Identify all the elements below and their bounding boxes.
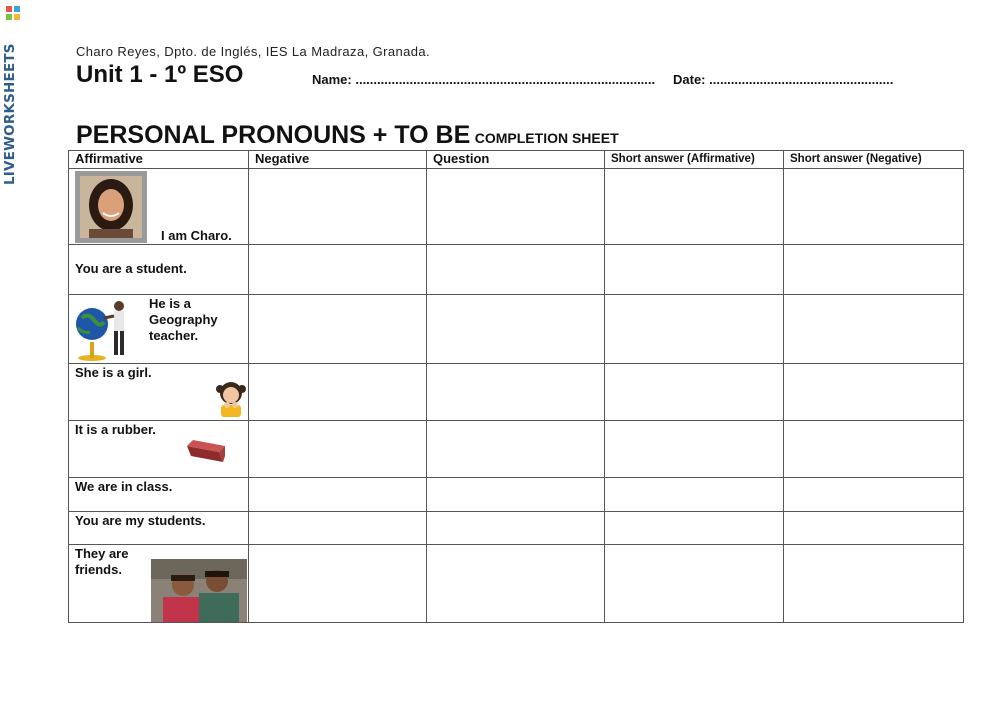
question-answer-cell[interactable] <box>427 169 605 245</box>
short-affirmative-answer-cell[interactable] <box>605 512 784 545</box>
author-line: Charo Reyes, Dpto. de Inglés, IES La Madraza, Granada. <box>76 44 431 59</box>
two-boys-photo <box>151 559 247 622</box>
question-answer-cell[interactable] <box>427 245 605 295</box>
short-negative-answer-cell[interactable] <box>784 169 964 245</box>
woman-portrait-photo <box>75 171 147 243</box>
affirmative-cell <box>69 169 249 245</box>
table-row <box>69 364 964 421</box>
column-header: Negative <box>249 151 427 169</box>
title-sub: COMPLETION SHEET <box>474 130 619 146</box>
affirmative-cell <box>69 545 249 623</box>
table-row <box>69 478 964 512</box>
negative-answer-cell[interactable] <box>249 245 427 295</box>
table-row <box>69 421 964 478</box>
negative-answer-cell[interactable] <box>249 295 427 364</box>
negative-answer-cell[interactable] <box>249 364 427 421</box>
liveworksheets-brand <box>2 6 24 206</box>
short-affirmative-answer-cell[interactable] <box>605 295 784 364</box>
liveworksheets-logo-icon <box>6 6 20 20</box>
negative-answer-cell[interactable] <box>249 421 427 478</box>
negative-answer-cell[interactable] <box>249 512 427 545</box>
title-main: PERSONAL PRONOUNS + TO BE <box>76 121 471 149</box>
table-row <box>69 512 964 545</box>
affirmative-sentence: We are in class. <box>75 479 173 494</box>
short-affirmative-answer-cell[interactable] <box>605 169 784 245</box>
negative-answer-cell[interactable] <box>249 478 427 512</box>
table-row <box>69 245 964 295</box>
affirmative-cell <box>69 295 249 364</box>
question-answer-cell[interactable] <box>427 478 605 512</box>
affirmative-cell <box>69 512 249 545</box>
column-header: Question <box>427 151 605 169</box>
short-negative-answer-cell[interactable] <box>784 512 964 545</box>
column-header: Affirmative <box>69 151 249 169</box>
unit-title: Unit 1 - 1º ESO <box>76 61 244 88</box>
short-affirmative-answer-cell[interactable] <box>605 545 784 623</box>
short-affirmative-answer-cell[interactable] <box>605 364 784 421</box>
table-row <box>69 545 964 623</box>
table-row <box>69 295 964 364</box>
affirmative-sentence: I am Charo. <box>161 228 232 243</box>
negative-answer-cell[interactable] <box>249 545 427 623</box>
affirmative-sentence: You are my students. <box>75 513 206 528</box>
short-negative-answer-cell[interactable] <box>784 545 964 623</box>
affirmative-cell <box>69 364 249 421</box>
affirmative-sentence: It is a rubber. <box>75 422 156 437</box>
affirmative-cell <box>69 421 249 478</box>
short-negative-answer-cell[interactable] <box>784 421 964 478</box>
column-header: Short answer (Negative) <box>784 151 964 169</box>
worksheet-title <box>76 121 619 150</box>
negative-answer-cell[interactable] <box>249 169 427 245</box>
pronouns-table <box>68 150 964 623</box>
brand-name: LIVEWORKSHEETS <box>2 43 18 185</box>
affirmative-cell <box>69 478 249 512</box>
short-negative-answer-cell[interactable] <box>784 245 964 295</box>
affirmative-sentence: They are friends. <box>75 546 129 577</box>
teacher-with-globe-clipart <box>74 298 130 362</box>
affirmative-cell <box>69 245 249 295</box>
table-row <box>69 169 964 245</box>
question-answer-cell[interactable] <box>427 545 605 623</box>
name-field[interactable]: Name: ................................................................................... <box>312 72 656 87</box>
short-negative-answer-cell[interactable] <box>784 364 964 421</box>
affirmative-sentence: You are a student. <box>75 261 187 276</box>
date-field[interactable]: Date: ................................................... <box>673 72 894 87</box>
question-answer-cell[interactable] <box>427 295 605 364</box>
short-negative-answer-cell[interactable] <box>784 295 964 364</box>
short-affirmative-answer-cell[interactable] <box>605 478 784 512</box>
short-negative-answer-cell[interactable] <box>784 478 964 512</box>
affirmative-sentence: He is a Geography teacher. <box>149 296 218 343</box>
affirmative-sentence: She is a girl. <box>75 365 152 380</box>
question-answer-cell[interactable] <box>427 364 605 421</box>
question-answer-cell[interactable] <box>427 421 605 478</box>
short-affirmative-answer-cell[interactable] <box>605 421 784 478</box>
short-affirmative-answer-cell[interactable] <box>605 245 784 295</box>
column-header: Short answer (Affirmative) <box>605 151 784 169</box>
rubber-eraser-clipart <box>185 438 227 464</box>
girl-clipart <box>215 379 247 419</box>
question-answer-cell[interactable] <box>427 512 605 545</box>
table-header-row <box>69 151 964 169</box>
